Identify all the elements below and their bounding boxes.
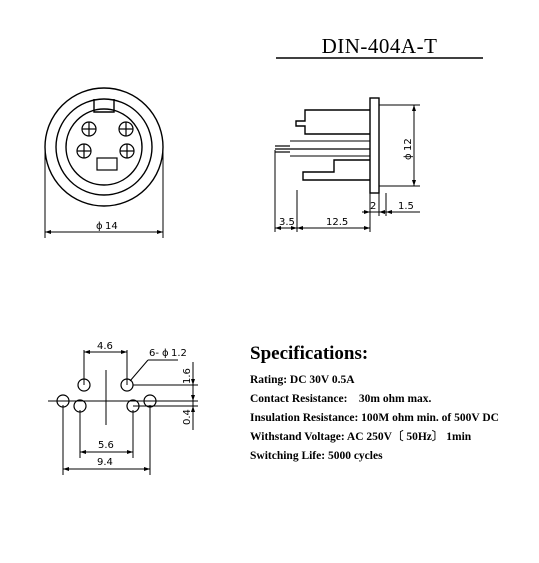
side-dim-a: 3.5 bbox=[279, 217, 295, 228]
pcb-vert-b: 0.4 bbox=[182, 409, 193, 425]
side-dim-c: 2 bbox=[370, 201, 377, 212]
spec-contact-resistance: Contact Resistance: 30m ohm max. bbox=[250, 393, 432, 405]
front-dia-label: 14 bbox=[105, 221, 118, 232]
spec-switching-life: Switching Life: 5000 cycles bbox=[250, 450, 383, 462]
spec-insulation-resistance: Insulation Resistance: 100M ohm min. of 500V DC bbox=[250, 412, 499, 424]
spec-rating: Rating: DC 30V 0.5A bbox=[250, 374, 355, 386]
pcb-hole-count: 6- bbox=[149, 348, 159, 359]
side-dia-symbol: ϕ bbox=[403, 153, 414, 160]
insulator-circle bbox=[66, 109, 142, 185]
side-dim-d: 1.5 bbox=[398, 201, 414, 212]
connector-body-lower bbox=[303, 160, 370, 180]
front-view bbox=[45, 88, 163, 238]
inner-shell-circle bbox=[56, 99, 152, 195]
spec-withstand-voltage: Withstand Voltage: AC 250V〔 50Hz〕 1min bbox=[250, 431, 472, 443]
side-dim-b: 12.5 bbox=[326, 217, 349, 228]
side-dia-label: 12 bbox=[403, 138, 414, 151]
connector-body bbox=[296, 110, 370, 134]
pcb-hole-dia-symbol: ϕ bbox=[162, 348, 169, 359]
front-dia-symbol: ϕ bbox=[96, 221, 103, 232]
pcb-layout bbox=[48, 350, 198, 475]
pcb-vert-a: 1.6 bbox=[182, 368, 193, 384]
specifications-block bbox=[250, 343, 535, 466]
pcb-hole-dia: 1.2 bbox=[171, 348, 187, 359]
pin-group bbox=[77, 122, 134, 158]
outer-shell-circle bbox=[45, 88, 163, 206]
drawing-title: DIN-404A-T bbox=[321, 34, 438, 58]
flange bbox=[370, 98, 379, 193]
pcb-mid-spacing: 5.6 bbox=[98, 440, 114, 451]
pcb-top-spacing: 4.6 bbox=[97, 341, 113, 352]
pcb-total-spacing: 9.4 bbox=[97, 457, 113, 468]
center-key-block bbox=[97, 158, 117, 170]
specifications-heading: Specifications: bbox=[250, 343, 369, 364]
